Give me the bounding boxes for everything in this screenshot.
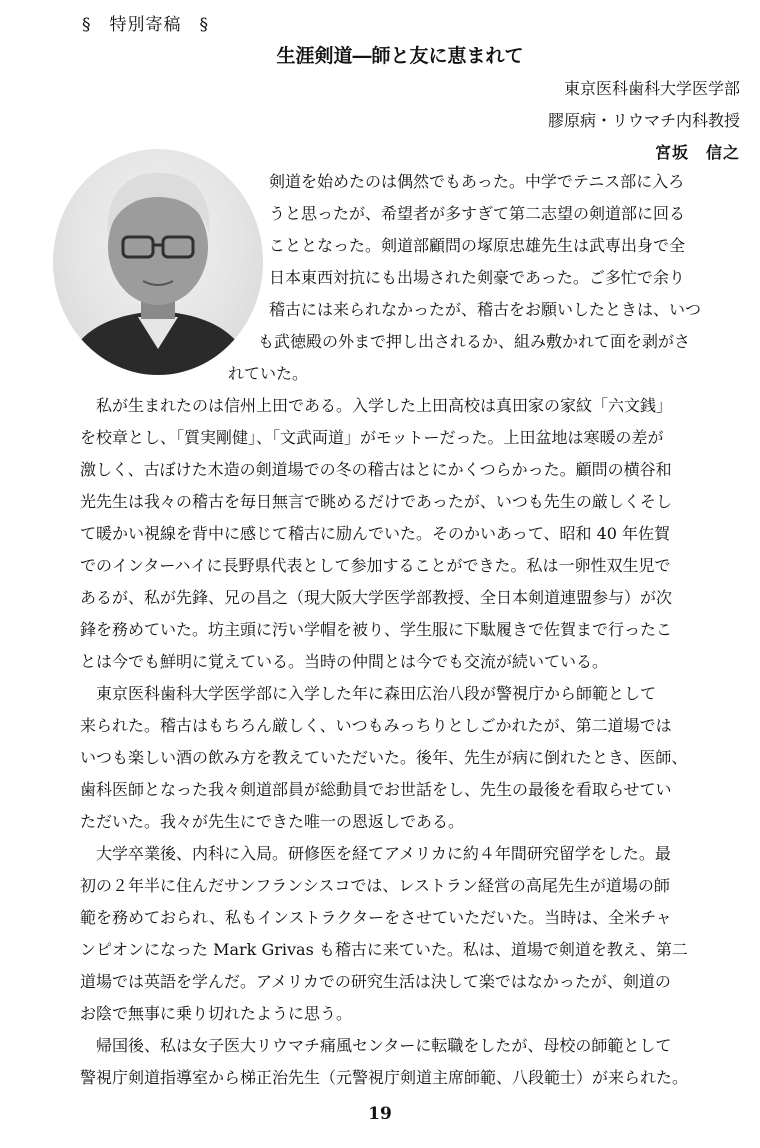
text-line: て暖かい視線を背中に感じて稽古に励んでいた。そのかいあって、昭和 40 年佐賀 [80, 524, 671, 543]
text-line: ただいた。我々が先生にできた唯一の恩返しである。 [80, 812, 465, 831]
text-line: とは今でも鮮明に覚えている。当時の仲間とは今でも交流が続いている。 [80, 652, 609, 671]
text-line: 光先生は我々の稽古を毎日無言で眺めるだけであったが、いつも先生の厳しくそし [80, 492, 672, 511]
paragraph-1-tail-a [258, 326, 690, 358]
text-line: 私が生まれたのは信州上田である。入学した上田高校は真田家の家紋「六文銭」 [96, 396, 673, 415]
section-label: § 特別寄稿 § [82, 15, 209, 35]
text-line: 歯科医師となった我々剣道部員が総動員でお世話をし、先生の最後を看取らせてい [80, 780, 672, 799]
text-line: 初の２年半に住んだサンフランシスコでは、レストラン経営の高尾先生が道場の師 [80, 876, 670, 895]
text-line: 来られた。稽古はもちろん厳しく、いつもみっちりとしごかれたが、第二道場では [80, 716, 672, 735]
text-line: ンピオンになった Mark Grivas も稽古に来ていた。私は、道場で剣道を教え、第二 [80, 940, 688, 959]
text-line: 東京医科歯科大学医学部に入学した年に森田広治八段が警視庁から師範として [96, 684, 657, 703]
text-line: 鋒を務めていた。坊主頭に汚い学帽を被り、学生服に下駄履きで佐賀まで行ったこ [80, 620, 673, 639]
author-name: 宮坂 信之 [654, 143, 740, 162]
text-line: を校章とし、「質実剛健」、「文武両道」がモットーだった。上田盆地は寒暖の差が [80, 428, 664, 447]
text-line: れていた。 [228, 364, 309, 383]
text-line: 稽古には来られなかったが、稽古をお願いしたときは、いつ [269, 300, 702, 319]
paragraph-5 [80, 1030, 688, 1094]
author-affiliation-institution: 東京医科歯科大学医学部 [563, 79, 740, 98]
text-line: こととなった。剣道部顧問の塚原忠雄先生は武専出身で全 [269, 236, 686, 255]
text-line: 大学卒業後、内科に入局。研修医を経てアメリカに約４年間研究留学をした。最 [96, 844, 671, 863]
text-line: 範を務めておられ、私もインストラクターをさせていただいた。当時は、全米チャ [80, 908, 672, 927]
text-line: いつも楽しい酒の飲み方を教えていただいた。後年、先生が病に倒れたとき、医師、 [80, 748, 688, 767]
text-line: 激しく、古ぼけた木造の剣道場での冬の稽古はとにかくつらかった。顧問の横谷和 [80, 460, 672, 479]
article-title: 生涯剣道―師と友に恵まれて [276, 45, 524, 67]
text-line: うと思ったが、希望者が多すぎて第二志望の剣道部に回る [269, 204, 686, 223]
text-line: 日本東西対抗にも出場された剣豪であった。ご多忙で余り [269, 268, 685, 287]
author-affiliation-department: 膠原病・リウマチ内科教授 [547, 111, 740, 130]
text-line: 道場では英語を学んだ。アメリカでの研究生活は決して楽ではなかったが、剣道の [80, 972, 671, 991]
text-line: 帰国後、私は女子医大リウマチ痛風センターに転職をしたが、母校の師範として [96, 1036, 672, 1055]
text-line: 警視庁剣道指導室から梯正治先生（元警視庁剣道主席師範、八段範士）が来られた。 [80, 1068, 689, 1087]
text-line: も武徳殿の外まで押し出されるか、組み敷かれて面を剥がさ [258, 332, 691, 351]
paragraph-4 [80, 838, 688, 1030]
text-line: あるが、私が先鋒、兄の昌之（現大阪大学医学部教授、全日本剣道連盟参与）が次 [80, 588, 673, 607]
paragraph-2 [80, 390, 672, 678]
author-portrait-photo [53, 149, 263, 375]
text-line: でのインターハイに長野県代表として参加することができた。私は一卵性双生児で [80, 556, 671, 575]
page-number: 19 [368, 1104, 392, 1124]
paragraph-1-tail-b [228, 358, 308, 390]
text-line: 剣道を始めたのは偶然でもあった。中学でテニス部に入ろ [269, 172, 685, 191]
text-line: お陰で無事に乗り切れたように思う。 [80, 1004, 353, 1023]
paragraph-3 [80, 678, 687, 838]
paragraph-1-wrapped [269, 166, 701, 326]
